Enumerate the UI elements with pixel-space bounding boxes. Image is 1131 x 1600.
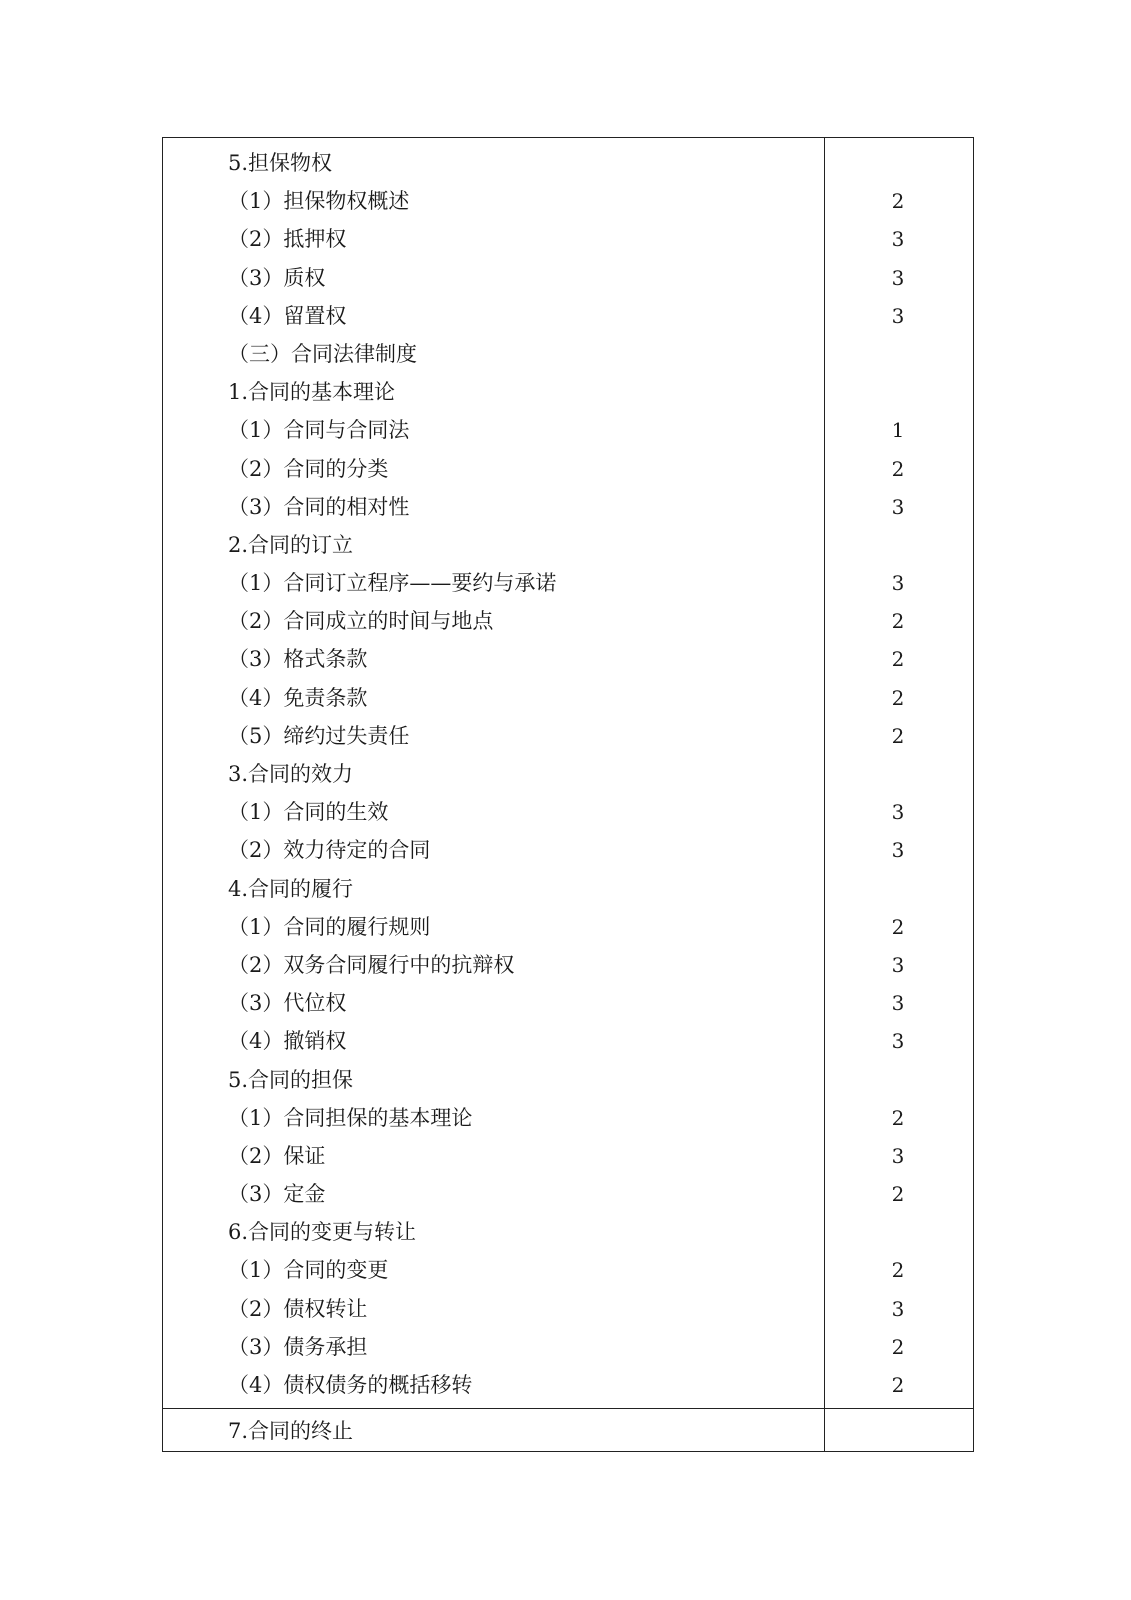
hours-cell bbox=[825, 335, 973, 373]
hours-cell bbox=[825, 1061, 973, 1099]
hours-cell: 2 bbox=[891, 1334, 905, 1359]
hours-cell: 2 bbox=[891, 1182, 905, 1207]
topic-item: （4）留置权 bbox=[228, 303, 347, 328]
topic-item: （4）免责条款 bbox=[228, 685, 368, 710]
hours-cell: 3 bbox=[891, 952, 905, 977]
topic-heading: 5.担保物权 bbox=[228, 151, 333, 175]
topic-item: （3）定金 bbox=[228, 1182, 326, 1207]
hours-cell: 2 bbox=[891, 685, 905, 710]
topic-item: （1）合同的履行规则 bbox=[228, 914, 431, 939]
hours-cell bbox=[825, 373, 973, 411]
topic-heading: 2.合同的订立 bbox=[228, 532, 354, 557]
topic-heading: （三）合同法律制度 bbox=[228, 341, 417, 366]
topic-item: （2）双务合同履行中的抗辩权 bbox=[228, 952, 515, 977]
hours-cell bbox=[825, 755, 973, 793]
topic-item: （1）合同的生效 bbox=[228, 800, 389, 825]
hours-cell: 3 bbox=[891, 800, 905, 825]
topic-item: （3）合同的相对性 bbox=[228, 494, 410, 519]
hours-cell: 3 bbox=[891, 303, 905, 328]
topic-item: （3）债务承担 bbox=[228, 1334, 368, 1359]
hours-cell: 3 bbox=[891, 1143, 905, 1168]
topic-item: （2）保证 bbox=[228, 1143, 326, 1168]
topic-item: （3）代位权 bbox=[228, 991, 347, 1016]
hours-cell: 2 bbox=[891, 1373, 905, 1397]
topic-item: （2）合同的分类 bbox=[228, 456, 389, 481]
topic-item: （1）合同订立程序——要约与承诺 bbox=[228, 571, 557, 596]
hours-cell bbox=[825, 870, 973, 908]
hours-cell: 2 bbox=[891, 647, 905, 672]
hours-cell: 1 bbox=[891, 418, 905, 443]
topic-item: （4）撤销权 bbox=[228, 1029, 347, 1054]
hours-cell bbox=[825, 526, 973, 564]
topic-heading: 5.合同的担保 bbox=[228, 1067, 354, 1092]
hours-cell: 3 bbox=[891, 265, 905, 290]
table-last-block bbox=[163, 1408, 973, 1451]
topic-item: （5）缔约过失责任 bbox=[228, 723, 410, 748]
hours-cell: 2 bbox=[891, 609, 905, 634]
hours-cell: 3 bbox=[891, 1296, 905, 1321]
topic-heading: 3.合同的效力 bbox=[228, 762, 354, 786]
topic-item: （2）合同成立的时间与地点 bbox=[228, 609, 494, 634]
topic-heading: 4.合同的履行 bbox=[228, 876, 354, 901]
hours-cell: 2 bbox=[891, 723, 905, 748]
hours-cell: 2 bbox=[891, 1258, 905, 1283]
hours-cell: 3 bbox=[891, 1029, 905, 1054]
topic-heading: 1.合同的基本理论 bbox=[228, 380, 396, 405]
hours-cell: 2 bbox=[891, 914, 905, 939]
topic-heading: 6.合同的变更与转让 bbox=[228, 1220, 417, 1245]
hours-cell bbox=[825, 1412, 973, 1450]
topic-item: （2）债权转让 bbox=[228, 1296, 368, 1321]
topic-item: （2）抵押权 bbox=[228, 227, 347, 252]
hours-cell: 3 bbox=[891, 571, 905, 596]
table-main-block bbox=[163, 138, 973, 1408]
hours-cell bbox=[825, 144, 973, 182]
hours-cell: 3 bbox=[891, 838, 905, 863]
topic-item: （1）合同与合同法 bbox=[228, 418, 410, 443]
hours-column bbox=[825, 138, 973, 1408]
topic-item: （1）合同担保的基本理论 bbox=[228, 1105, 473, 1130]
hours-cell: 3 bbox=[891, 227, 905, 252]
hours-cell: 3 bbox=[891, 494, 905, 519]
hours-cell bbox=[825, 1213, 973, 1251]
topic-item: （2）效力待定的合同 bbox=[228, 838, 431, 863]
topic-column-last bbox=[163, 1409, 825, 1451]
hours-cell: 2 bbox=[891, 1105, 905, 1130]
hours-cell: 2 bbox=[891, 189, 905, 214]
topic-item: （4）债权债务的概括移转 bbox=[228, 1373, 473, 1397]
hours-column-last bbox=[825, 1409, 973, 1451]
topic-column bbox=[163, 138, 825, 1408]
topic-item: （3）格式条款 bbox=[228, 647, 368, 672]
hours-cell: 3 bbox=[891, 991, 905, 1016]
topic-item: （3）质权 bbox=[228, 265, 326, 290]
topic-item: （1）合同的变更 bbox=[228, 1258, 389, 1283]
hours-cell: 2 bbox=[891, 456, 905, 481]
topic-item: （1）担保物权概述 bbox=[228, 189, 410, 214]
syllabus-table bbox=[162, 137, 974, 1452]
topic-heading: 7.合同的终止 bbox=[228, 1419, 354, 1444]
